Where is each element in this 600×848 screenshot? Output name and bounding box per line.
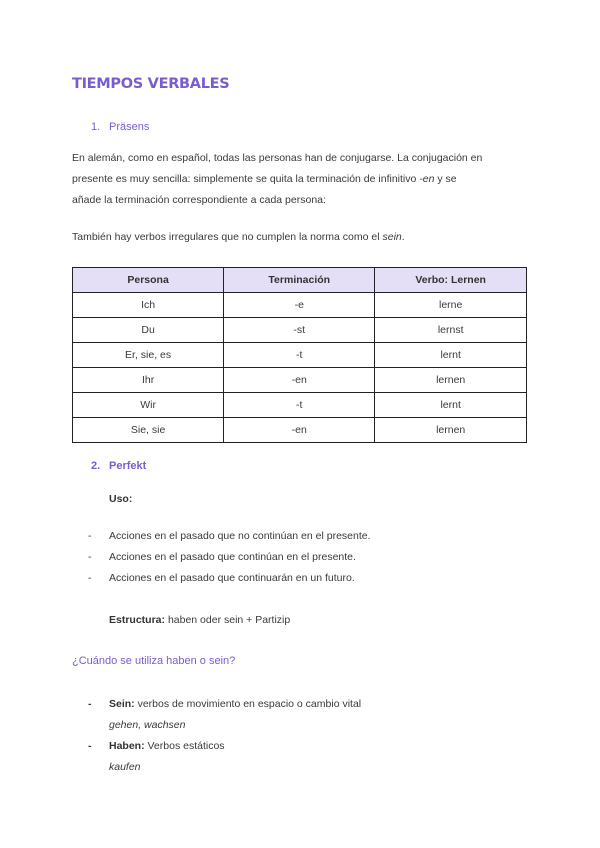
table-cell: lerne: [375, 293, 527, 318]
list-item-text: Acciones en el pasado que continúan en el presente.: [109, 551, 356, 563]
list-dash: -: [88, 530, 92, 542]
list-dash: -: [88, 572, 92, 584]
column-header: Verbo: Lernen: [375, 268, 527, 293]
list-item: [88, 736, 361, 778]
table-cell: lernst: [375, 318, 527, 343]
table-cell: lernt: [375, 393, 527, 418]
list-dash: -: [88, 551, 92, 563]
section-title: Präsens: [109, 121, 150, 133]
auxiliary-example: kaufen: [109, 761, 141, 773]
table-cell: Wir: [73, 393, 224, 418]
note-text: También hay verbos irregulares que no cumplen la norma como el: [72, 231, 383, 243]
table-cell: Ich: [73, 293, 224, 318]
list-item-text: Acciones en el pasado que no continúan en el presente.: [109, 530, 371, 542]
table-body: [73, 293, 527, 443]
auxiliary-label: Haben:: [109, 740, 145, 752]
prasens-paragraph: [72, 148, 482, 211]
table-cell: -t: [224, 393, 375, 418]
table-cell: Er, sie, es: [73, 343, 224, 368]
list-item: [88, 547, 371, 568]
list-item-text: Acciones en el pasado que continuarán en un futuro.: [109, 572, 355, 584]
haben-sein-question: ¿Cuándo se utiliza haben o sein?: [72, 655, 236, 667]
list-item: [88, 568, 371, 589]
list-dash: -: [88, 740, 92, 752]
estructura-label: Estructura:: [109, 614, 166, 626]
note-text: .: [401, 231, 405, 243]
table-cell: Ihr: [73, 368, 224, 393]
column-header: Persona: [73, 268, 224, 293]
column-header: Terminación: [224, 268, 375, 293]
uses-list: [88, 526, 371, 589]
table-row: [73, 318, 527, 343]
table-cell: -en: [224, 368, 375, 393]
list-dash: -: [88, 698, 92, 710]
auxiliary-example: gehen, wachsen: [109, 719, 186, 731]
table-row: [73, 293, 527, 318]
section-heading-perfekt: [91, 460, 146, 472]
estructura-line: [109, 610, 290, 631]
paragraph-line: presente es muy sencilla: simplemente se quita la terminación de infinitivo: [72, 173, 420, 185]
list-item: [88, 694, 361, 736]
table-cell: -en: [224, 418, 375, 443]
table-cell: -e: [224, 293, 375, 318]
table-cell: Sie, sie: [73, 418, 224, 443]
uso-label: Uso:: [109, 493, 133, 505]
section-number: 1.: [91, 121, 101, 133]
table-header-row: [73, 268, 527, 293]
irregular-verbs-note: [72, 227, 405, 248]
table-row: [73, 343, 527, 368]
auxiliary-text: verbos de movimiento en espacio o cambio vital: [134, 698, 362, 710]
emphasis-sein: sein: [382, 231, 402, 243]
conjugation-table: [72, 267, 527, 443]
auxiliary-label: Sein:: [109, 698, 135, 710]
table-cell: lernen: [375, 418, 527, 443]
table-cell: Du: [73, 318, 224, 343]
auxiliary-text: Verbos estáticos: [144, 740, 225, 752]
section-heading-prasens: [91, 121, 149, 133]
auxiliary-list: [88, 694, 361, 778]
page-title: TIEMPOS VERBALES: [72, 76, 230, 92]
estructura-value: haben oder sein + Partizip: [167, 614, 291, 626]
table-cell: lernt: [375, 343, 527, 368]
paragraph-line: En alemán, como en español, todas las personas han de conjugarse. La conjugación en: [72, 152, 483, 164]
table-cell: -t: [224, 343, 375, 368]
paragraph-line: añade la terminación correspondiente a cada persona:: [72, 194, 326, 206]
section-number: 2.: [91, 460, 101, 472]
table-row: [73, 393, 527, 418]
list-item: [88, 526, 371, 547]
paragraph-line: y se: [434, 173, 457, 185]
table-cell: -st: [224, 318, 375, 343]
table-row: [73, 368, 527, 393]
section-title: Perfekt: [109, 460, 147, 472]
emphasis-ending: -en: [419, 173, 435, 185]
table-cell: lernen: [375, 368, 527, 393]
table-row: [73, 418, 527, 443]
